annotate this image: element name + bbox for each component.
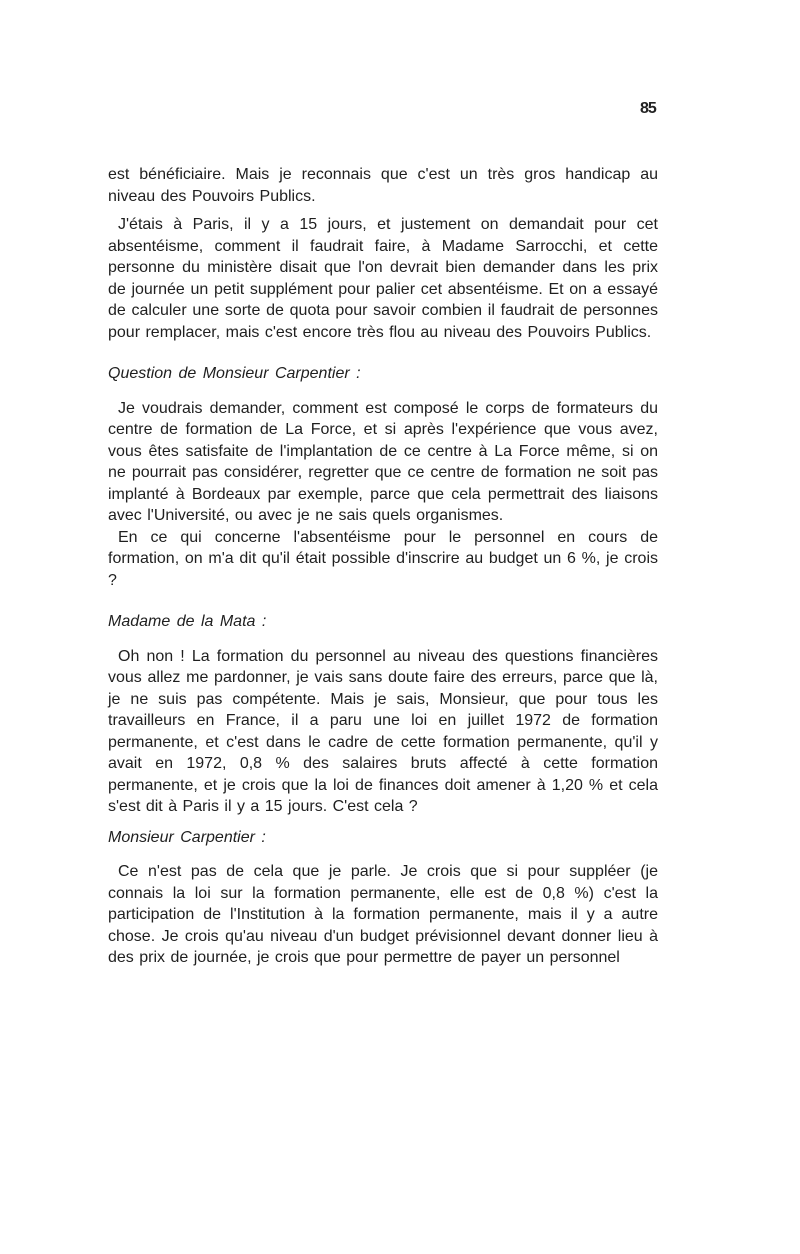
- paragraph: J'étais à Paris, il y a 15 jours, et justement on demandait pour cet absentéisme, comment il faudrait faire, à Madame Sarrocchi, et cette personne du ministère disait que l'on devrait bien demander dans les prix de journée un petit supplément pour palier cet absentéisme. Et on a essayé de calculer une sorte de quota pour savoir combien il faudrait de personnes pour remplacer, mais c'est encore très flou au niveau des Pouvoirs Publics.: [108, 216, 658, 341]
- paragraph: En ce qui concerne l'absentéisme pour le personnel en cours de formation, on m'a dit qu'il était possible d'inscrire au budget un 6 %, je crois ?: [108, 528, 658, 589]
- speaker-heading: Question de Monsieur Carpentier :: [108, 365, 361, 382]
- paragraph: Je voudrais demander, comment est composé le corps de formateurs du centre de formation de La Force, et si après l'expérience que vous avez, vous êtes satisfaite de l'implantation de ce centre à La Force même, si on ne pourrait pas considérer, regretter que ce centre de formation ne soit pas implanté à Bordeaux par exemple, parce que cela permettrait des liaisons avec l'Université, ou avec je ne sais quels organismes.: [108, 399, 658, 524]
- paragraph: est bénéficiaire. Mais je reconnais que c'est un très gros handicap au niveau des Pouvoirs Publics.: [108, 166, 658, 205]
- speaker-heading: Monsieur Carpentier :: [108, 828, 266, 846]
- page-number: 85: [640, 100, 656, 117]
- speaker-heading: Madame de la Mata :: [108, 613, 267, 630]
- paragraph: Oh non ! La formation du personnel au niveau des questions financières vous allez me pardonner, je vais sans doute faire des erreurs, parce que là, je ne suis pas compétente. Mais je sais, Monsieur, que pour tous les travailleurs en France, il a paru une loi en juillet 1972 de formation permanente, et c'est dans le cadre de cette formation permanente, qu'il y avait en 1972, 0,8 % des salaires bruts affecté à cette formation permanente, et je crois que la loi de finances doit amener à 1,20 % et cela s'est dit à Paris il y a 15 jours. C'est cela ?: [108, 647, 658, 815]
- document-body: [108, 164, 658, 969]
- paragraph: Ce n'est pas de cela que je parle. Je crois que si pour suppléer (je connais la loi sur la formation permanente, elle est de 0,8 %) c'est la participation de l'Institution à la formation permanente, mais il y a autre chose. Je crois qu'au niveau d'un budget prévisionnel devant donner lieu à des prix de journée, je crois que pour permettre de payer un personnel: [108, 863, 658, 966]
